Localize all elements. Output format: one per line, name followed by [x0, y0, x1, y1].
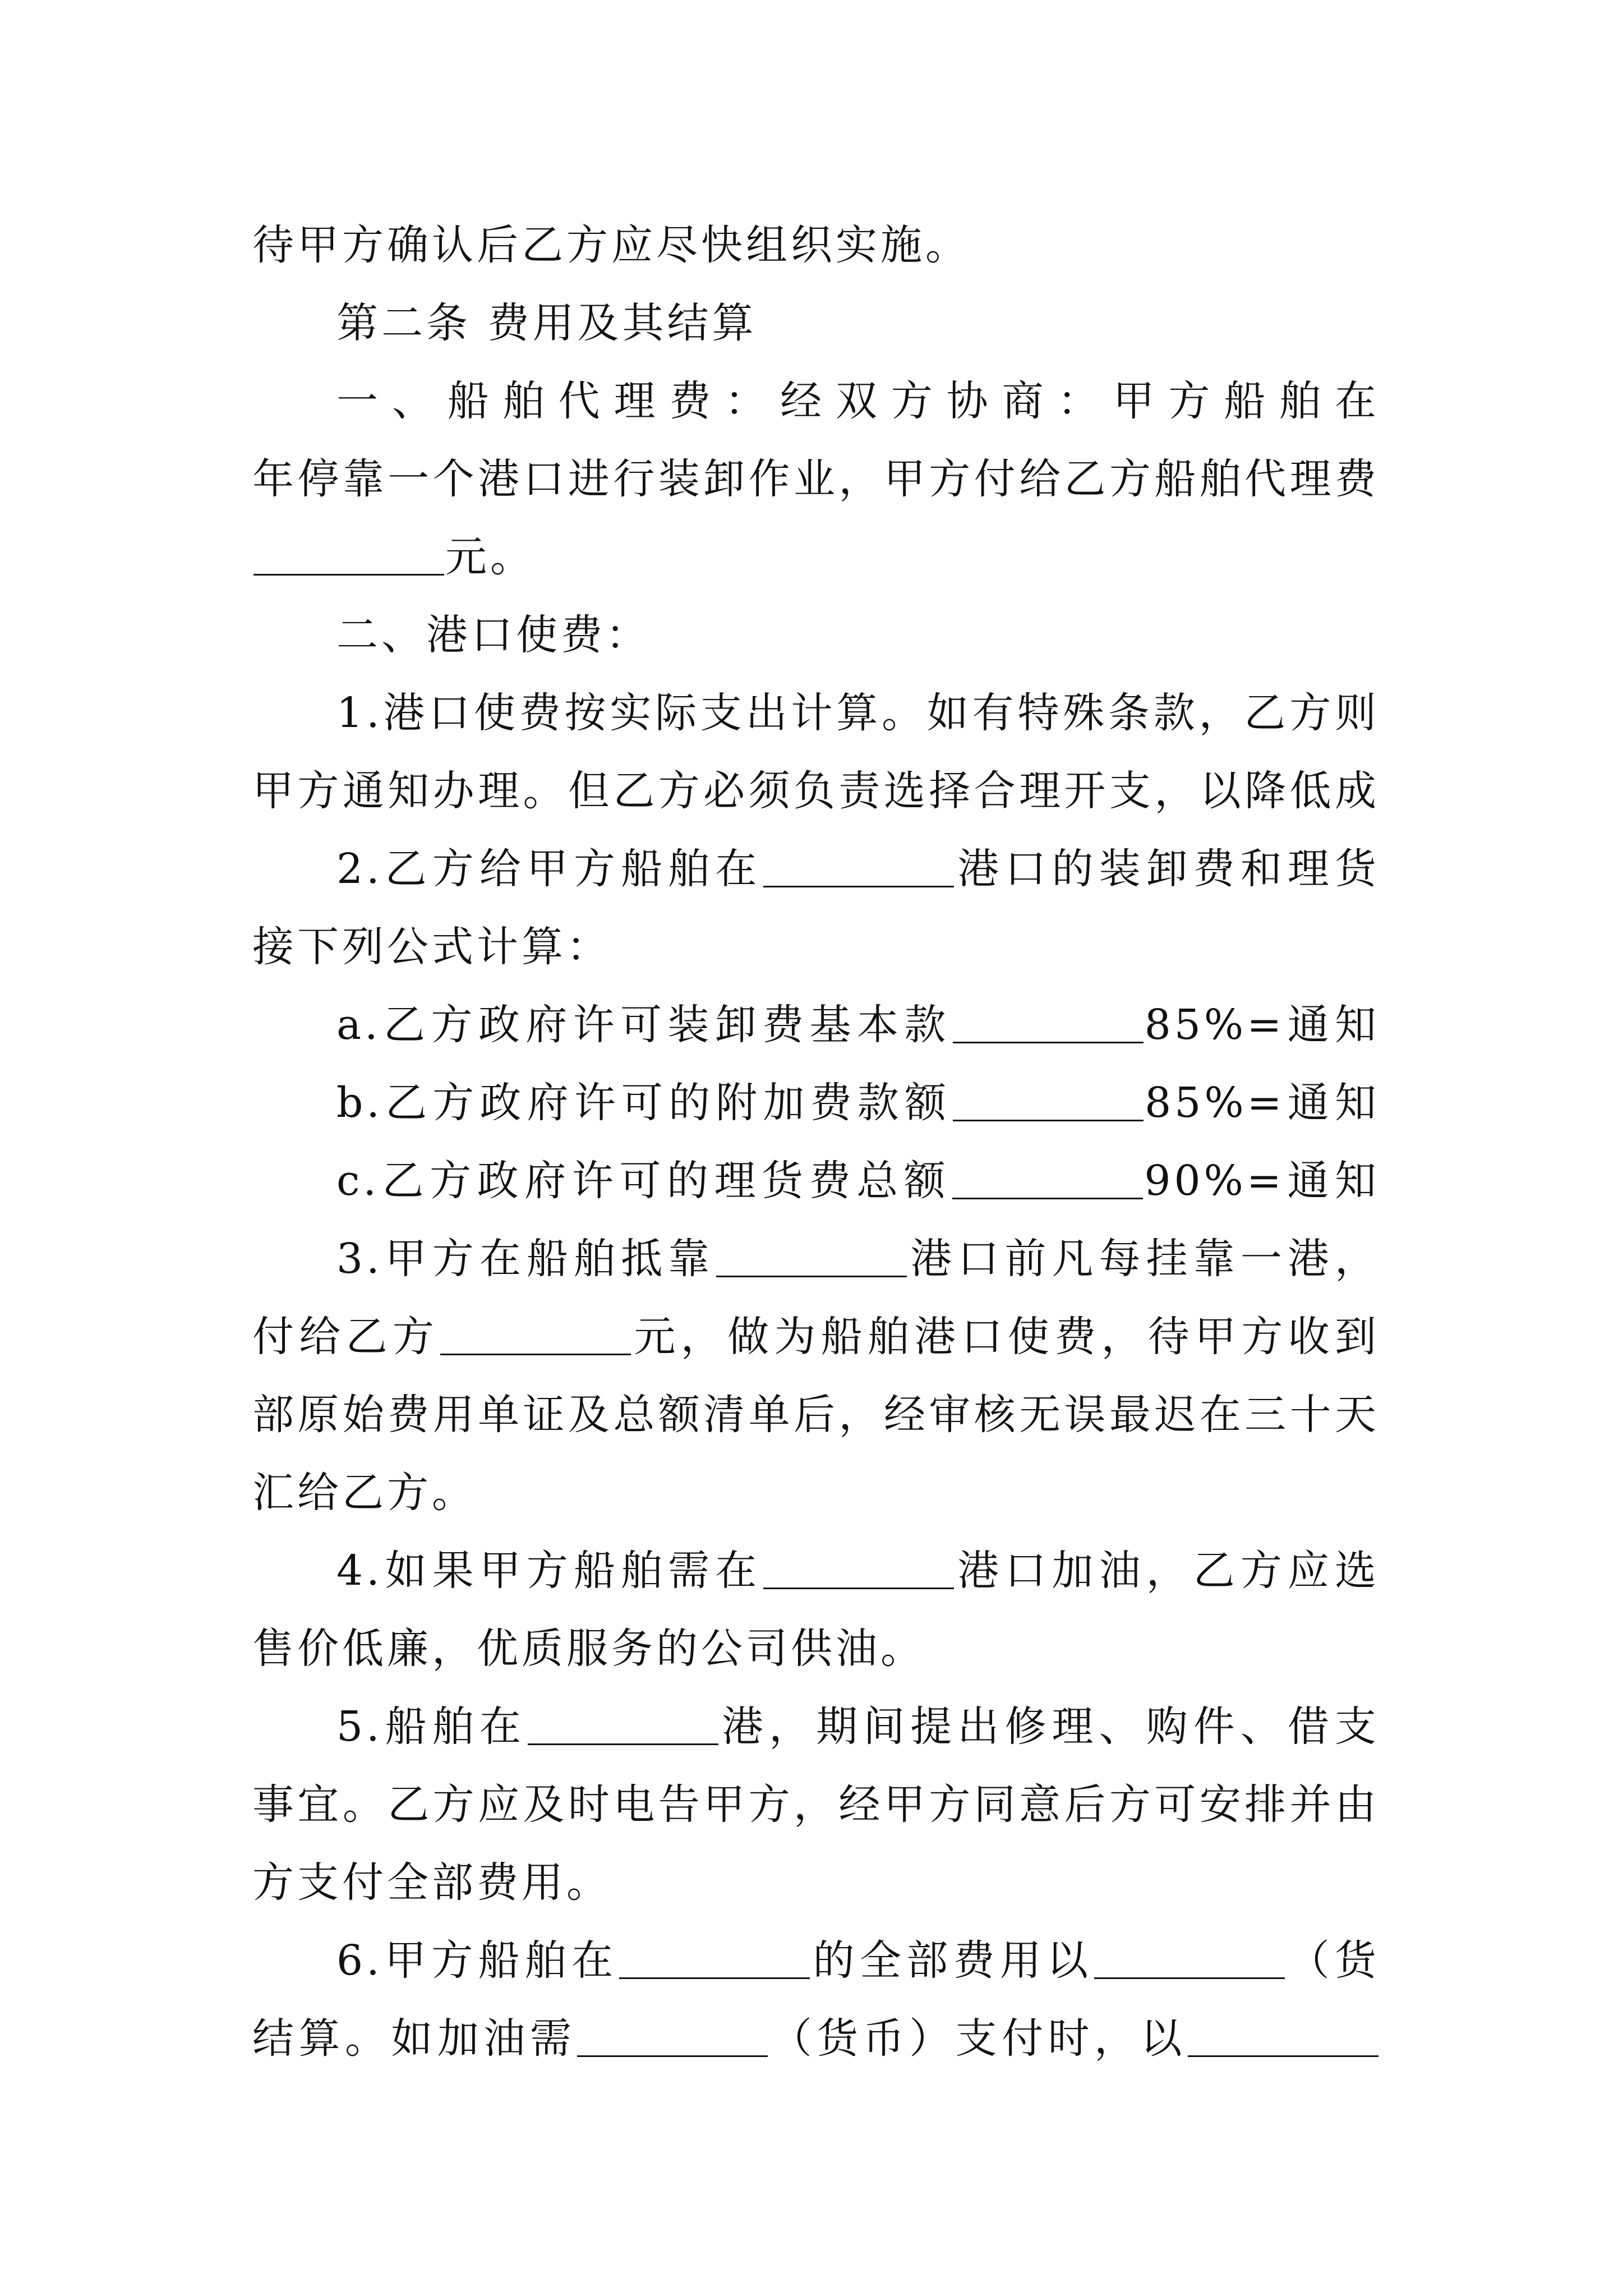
- paragraph-line: [252, 1610, 1380, 1688]
- fill-in-blank: [952, 1156, 1143, 1199]
- fill-in-blank: [763, 1546, 954, 1589]
- line-text: 事宜。乙方应及时电告甲方，经甲方同意后方可安排并由: [252, 1780, 1380, 1829]
- fill-in-blank: [716, 1234, 907, 1277]
- fill-in-blank: [528, 1702, 718, 1745]
- paragraph-line: [252, 1688, 1380, 1766]
- line-text: 甲方通知办理。但乙方必须负责选择合理开支，以降低成: [252, 767, 1380, 815]
- fill-in-blank: [253, 532, 444, 576]
- fill-in-blank: [1094, 1936, 1285, 1979]
- line-text: 部原始费用单证及总额清单后，经审核无误最迟在三十天: [252, 1391, 1380, 1439]
- line-text: 方支付全部费用。: [252, 1858, 611, 1907]
- line-text: 港口前凡每挂靠一港，: [908, 1235, 1380, 1283]
- line-text: 85%=通知: [1145, 1079, 1380, 1127]
- line-text: 4.如果甲方船舶需在: [336, 1547, 763, 1595]
- paragraph-line: [252, 1532, 1380, 1610]
- paragraph-line: [252, 440, 1380, 518]
- paragraph-line: [252, 830, 1380, 908]
- fill-in-blank: [577, 2014, 768, 2057]
- paragraph-line: [252, 2000, 1380, 2078]
- fill-in-blank: [440, 1312, 631, 1355]
- line-text: 90%=通知: [1144, 1157, 1380, 1205]
- line-text: 5.船舶在: [336, 1703, 527, 1751]
- line-text: c.乙方政府许可的理货费总额: [336, 1157, 952, 1205]
- line-text: b.乙方政府许可的附加费款额: [336, 1079, 952, 1127]
- line-text: a.乙方政府许可装卸费基本款: [336, 1001, 952, 1049]
- line-text: 港，期间提出修理、购件、借支: [719, 1703, 1380, 1751]
- line-text: 85%=通知: [1144, 1001, 1380, 1049]
- paragraph-line: [252, 1922, 1380, 2000]
- line-text: 年停靠一个港口进行装卸作业，甲方付给乙方船舶代理费: [252, 455, 1380, 503]
- paragraph-line: [252, 1220, 1380, 1298]
- line-text: 6.甲方船舶在: [336, 1936, 619, 1985]
- paragraph-line: [252, 908, 1380, 986]
- fill-in-blank: [953, 1078, 1144, 1121]
- line-text: 3.甲方在船舶抵靠: [336, 1235, 716, 1283]
- line-text: 的全部费用以: [811, 1936, 1094, 1985]
- paragraph-line: [252, 1376, 1380, 1454]
- line-text: 一、船舶代理费：经双方协商：甲方船舶在: [336, 377, 1380, 425]
- line-text: 元，做为船舶港口使费，待甲方收到: [632, 1313, 1380, 1361]
- paragraph-line: [252, 1454, 1380, 1532]
- line-text: 港口的装卸费和理货: [955, 845, 1380, 893]
- line-text: 售价低廉，优质服务的公司供油。: [252, 1625, 925, 1673]
- line-text: 1.港口使费按实际支出计算。如有特殊条款，乙方则: [336, 689, 1380, 737]
- line-text: 元。: [445, 533, 535, 581]
- line-text: （货: [1286, 1936, 1380, 1985]
- line-text: 2.乙方给甲方船舶在: [336, 845, 763, 893]
- line-text: 结算。如加油需: [252, 2014, 577, 2063]
- line-text: 第二条 费用及其结算: [336, 299, 757, 347]
- paragraph-line: [252, 1298, 1380, 1376]
- paragraph-line: [252, 1844, 1380, 1922]
- line-text: 待甲方确认后乙方应尽快组织实施。: [252, 221, 970, 269]
- paragraph-line: [252, 1142, 1380, 1220]
- line-text: 港口加油，乙方应选: [955, 1547, 1380, 1595]
- fill-in-blank: [619, 1936, 810, 1979]
- line-text: 付给乙方: [252, 1313, 440, 1361]
- paragraph-line: [252, 674, 1380, 752]
- line-text: 二、港口使费：: [336, 611, 651, 659]
- paragraph-line: [252, 1064, 1380, 1142]
- paragraph-line: [252, 1766, 1380, 1844]
- fill-in-blank: [1188, 2014, 1378, 2057]
- line-text: （货币）支付时，以: [769, 2014, 1187, 2063]
- paragraph-line: [252, 284, 1380, 362]
- paragraph-line: [252, 206, 1380, 284]
- line-text: 汇给乙方。: [252, 1469, 477, 1517]
- fill-in-blank: [763, 844, 954, 887]
- paragraph-line: [252, 986, 1380, 1064]
- paragraph-line: [252, 596, 1380, 674]
- document-body: [252, 206, 1380, 2078]
- paragraph-line: [252, 362, 1380, 440]
- paragraph-line: [252, 752, 1380, 830]
- paragraph-line: [252, 518, 1380, 596]
- fill-in-blank: [953, 1000, 1144, 1043]
- line-text: 接下列公式计算：: [252, 923, 611, 971]
